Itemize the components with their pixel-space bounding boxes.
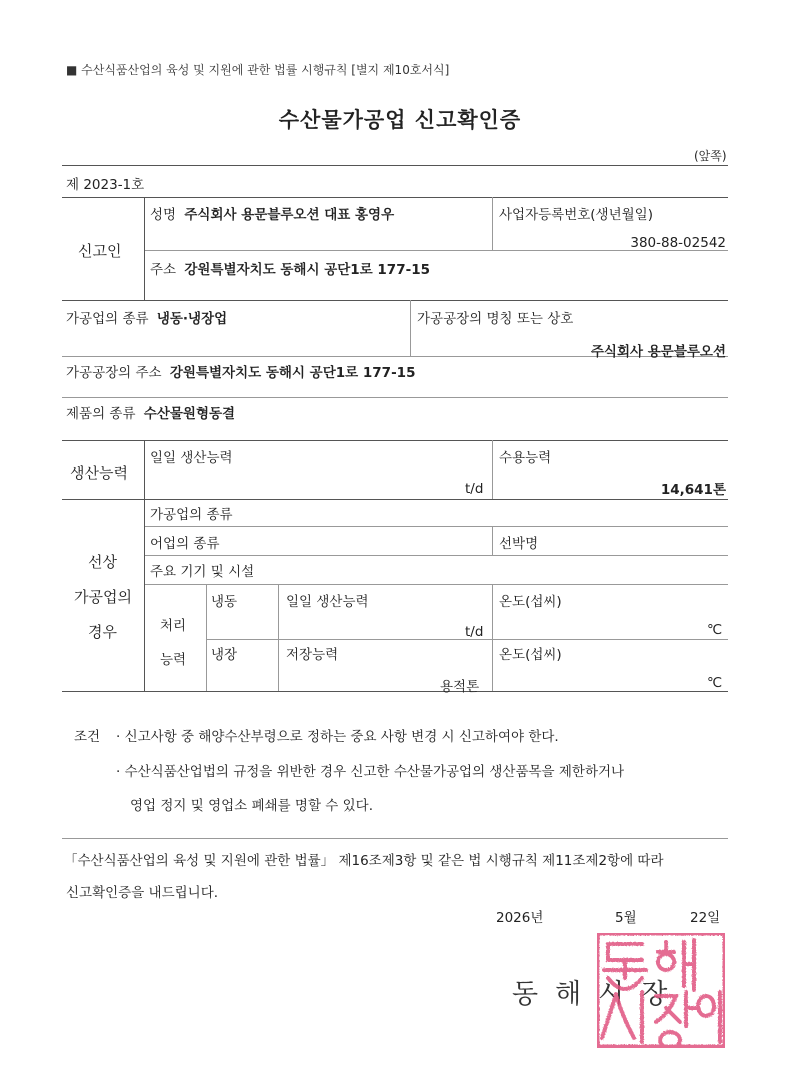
factory-name-value: 주식회사 용문블루오션: [590, 344, 726, 360]
applicant-address-label: 주소: [150, 262, 177, 278]
statement-line1: 「수산식품산업의 육성 및 지원에 관한 법률」 제16조제3항 및 같은 법 시행규칙 제11조제2항에 따라: [64, 853, 664, 869]
rule-equipment: [144, 555, 728, 556]
divider-capacity-storage: [492, 440, 493, 499]
condition-item-2-line1: · 수산식품산업법의 규정을 위반한 경우 신고한 수산물가공업의 생산품목을 제한하거나: [116, 764, 625, 780]
processing-capacity-line1: 처리: [160, 618, 187, 634]
storage-capacity-label: 수용능력: [499, 450, 552, 466]
divider-applicant-bizno: [492, 197, 493, 250]
rule-table-bottom: [62, 691, 728, 692]
certificate-number: 제 2023-1호: [66, 177, 145, 193]
rule-onboard-top: [62, 499, 728, 500]
divider-processing-label: [206, 584, 207, 691]
issue-month: 5월: [615, 910, 637, 926]
rule-fishery: [144, 526, 728, 527]
statement-line2: 신고확인증을 내드립니다.: [66, 885, 219, 901]
refrigeration-temperature-label: 온도(섭씨): [499, 647, 562, 663]
refrigeration-label: 냉장: [211, 647, 238, 663]
storage-capacity-onboard-label: 저장능력: [286, 647, 339, 663]
capacity-section-label: 생산능력: [70, 464, 128, 482]
rule-capacity-top: [62, 440, 728, 441]
condition-item-1: · 신고사항 중 해양수산부령으로 정하는 중요 사항 변경 시 신고하여야 한다.: [116, 729, 559, 745]
processing-type-label: 가공업의 종류: [150, 507, 233, 523]
product-type-value: 수산물원형동결: [143, 406, 236, 422]
conditions-label: 조건: [74, 729, 101, 745]
processing-capacity-line2: 능력: [160, 652, 187, 668]
onboard-daily-capacity-label: 일일 생산능력: [286, 594, 369, 610]
onboard-daily-unit: t/d: [465, 624, 484, 640]
factory-name-label: 가공공장의 명칭 또는 상호: [417, 311, 574, 327]
divider-factory-name: [410, 300, 411, 356]
divider-freeze-type: [278, 584, 279, 691]
vessel-name-label: 선박명: [499, 536, 539, 552]
onboard-label-line1: 선상: [88, 553, 117, 571]
equipment-label: 주요 기기 및 시설: [150, 564, 255, 580]
fishery-type-label: 어업의 종류: [150, 536, 220, 552]
factory-address-label: 가공공장의 주소: [66, 365, 162, 381]
divider-capacity-label: [144, 440, 145, 691]
freezing-temperature-unit: ℃: [707, 622, 723, 638]
business-number-value: 380-88-02542: [630, 235, 726, 251]
rule-processing-top: [144, 584, 728, 585]
daily-capacity-label: 일일 생산능력: [150, 450, 233, 466]
applicant-section-label: 신고인: [78, 242, 122, 260]
divider-temperature: [492, 584, 493, 691]
business-type-label: 가공업의 종류: [66, 311, 149, 327]
rule-applicant-top: [62, 197, 728, 198]
rule-product: [62, 397, 728, 398]
refrigeration-temperature-unit: ℃: [707, 675, 723, 691]
onboard-label-line2: 가공업의: [74, 588, 132, 606]
applicant-address-value: 강원특별자치도 동해시 공단1로 177-15: [184, 262, 430, 278]
rule-top: [62, 165, 728, 166]
rule-statement-top: [62, 838, 728, 839]
daily-capacity-unit: t/d: [465, 481, 484, 497]
storage-capacity-unit: 용적톤: [440, 679, 480, 695]
issue-year: 2026년: [496, 910, 544, 926]
document-title: 수산물가공업 신고확인증: [278, 108, 522, 132]
form-reference: ■ 수산식품산업의 육성 및 지원에 관한 법률 시행규칙 [별지 제10호서식]: [66, 63, 450, 77]
factory-address-value: 강원특별자치도 동해시 공단1로 177-15: [169, 365, 416, 381]
freezing-temperature-label: 온도(섭씨): [499, 594, 562, 610]
business-number-label: 사업자등록번호(생년월일): [499, 207, 653, 223]
storage-capacity-value: 14,641톤: [660, 482, 726, 498]
divider-applicant-label: [144, 197, 145, 300]
divider-vessel-name: [492, 526, 493, 555]
product-type-label: 제품의 종류: [66, 406, 136, 422]
condition-item-2-line2: 영업 정지 및 영업소 폐쇄를 명할 수 있다.: [130, 798, 373, 814]
applicant-name-value: 주식회사 용문블루오션 대표 홍영우: [184, 207, 395, 223]
front-page-mark: (앞쪽): [694, 149, 727, 163]
issue-day: 22일: [690, 910, 721, 926]
business-type-value: 냉동·냉장업: [156, 311, 228, 327]
rule-business-top: [62, 300, 728, 301]
official-seal-icon: [594, 930, 728, 1050]
onboard-label-line3: 경우: [88, 623, 117, 641]
freezing-label: 냉동: [211, 594, 238, 610]
applicant-name-label: 성명: [150, 207, 177, 223]
issuer-mayor: 동해시장: [512, 979, 685, 1010]
